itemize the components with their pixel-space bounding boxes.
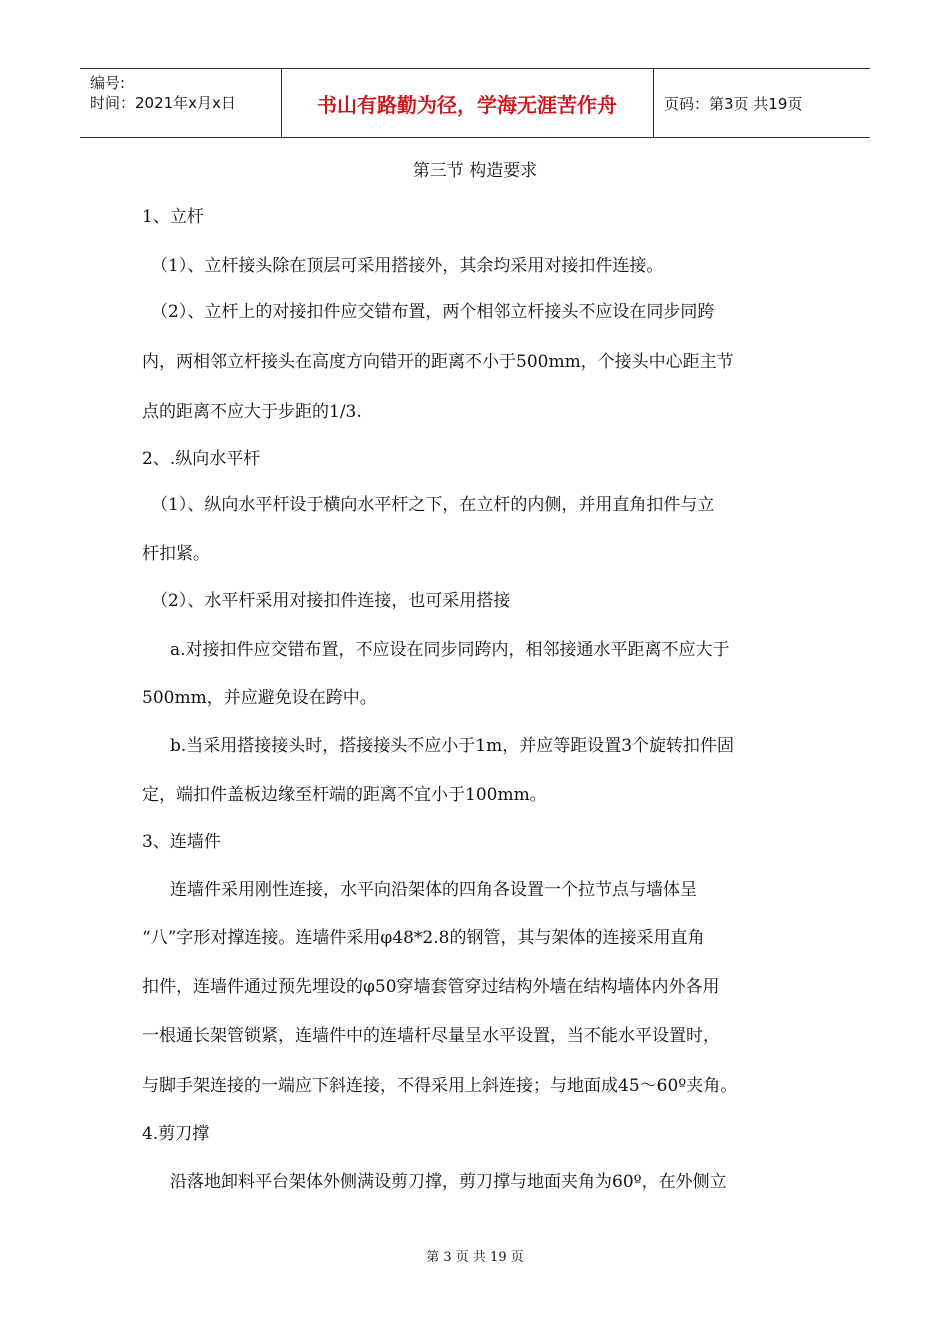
paragraph-line: b.当采用搭接接头时，搭接接头不应小于1m，并应等距设置3个旋转扣件固 [170, 736, 735, 756]
paragraph-line: （2）、立杆上的对接扣件应交错布置，两个相邻立杆接头不应设在同步同跨 [151, 302, 715, 322]
paragraph-line: 点的距离不应大于步距的1/3. [142, 402, 362, 422]
paragraph-line: 定，端扣件盖板边缘至杆端的距离不宜小于100mm。 [142, 785, 547, 805]
paragraph-line: 连墙件采用刚性连接，水平向沿架体的四角各设置一个拉节点与墙体呈 [170, 880, 697, 900]
paragraph-line: 沿落地卸料平台架体外侧满设剪刀撑，剪刀撑与地面夹角为60º，在外侧立 [170, 1172, 727, 1192]
paragraph-line: a.对接扣件应交错布置，不应设在同步同跨内，相邻接通水平距离不应大于 [170, 640, 730, 660]
paragraph-line: （1）、立杆接头除在顶层可采用搭接外，其余均采用对接扣件连接。 [151, 256, 664, 276]
heading-3: 3、连墙件 [142, 832, 221, 852]
paragraph-line: 扣件，连墙件通过预先埋设的φ50穿墙套管穿过结构外墙在结构墙体内外各用 [142, 977, 720, 997]
page-header [80, 68, 870, 138]
paragraph-line: “八”字形对撑连接。连墙件采用φ48*2.8的钢管，其与架体的连接采用直角 [142, 928, 705, 948]
paragraph-line: 一根通长架管锁紧，连墙件中的连墙杆尽量呈水平设置，当不能水平设置时， [142, 1026, 720, 1046]
paragraph-line: 与脚手架连接的一端应下斜连接，不得采用上斜连接；与地面成45～60º夹角。 [142, 1076, 738, 1096]
paragraph-line: （1）、纵向水平杆设于横向水平杆之下，在立杆的内侧，并用直角扣件与立 [151, 495, 715, 515]
paragraph-line: 内，两相邻立杆接头在高度方向错开的距离不小于500mm，个接头中心距主节 [142, 352, 734, 372]
time-label: 时间：2021年x月x日 [90, 94, 236, 112]
heading-2: 2、.纵向水平杆 [142, 449, 261, 469]
page-footer: 第 3 页 共 19 页 [426, 1250, 524, 1265]
section-title: 第三节 构造要求 [412, 161, 538, 181]
paragraph-line: 500mm，并应避免设在跨中。 [142, 688, 377, 708]
header-motto: 书山有路勤为径，学海无涯苦作舟 [317, 92, 617, 117]
paragraph-line: （2）、水平杆采用对接扣件连接，也可采用搭接 [151, 591, 511, 611]
paragraph-line: 杆扣紧。 [142, 544, 210, 564]
header-page-info: 页码：第3页 共19页 [664, 94, 803, 113]
header-divider [653, 69, 654, 137]
number-label: 编号: [90, 74, 126, 92]
heading-4: 4.剪刀撑 [142, 1124, 210, 1144]
header-meta [90, 73, 236, 113]
heading-1: 1、立杆 [142, 207, 204, 227]
